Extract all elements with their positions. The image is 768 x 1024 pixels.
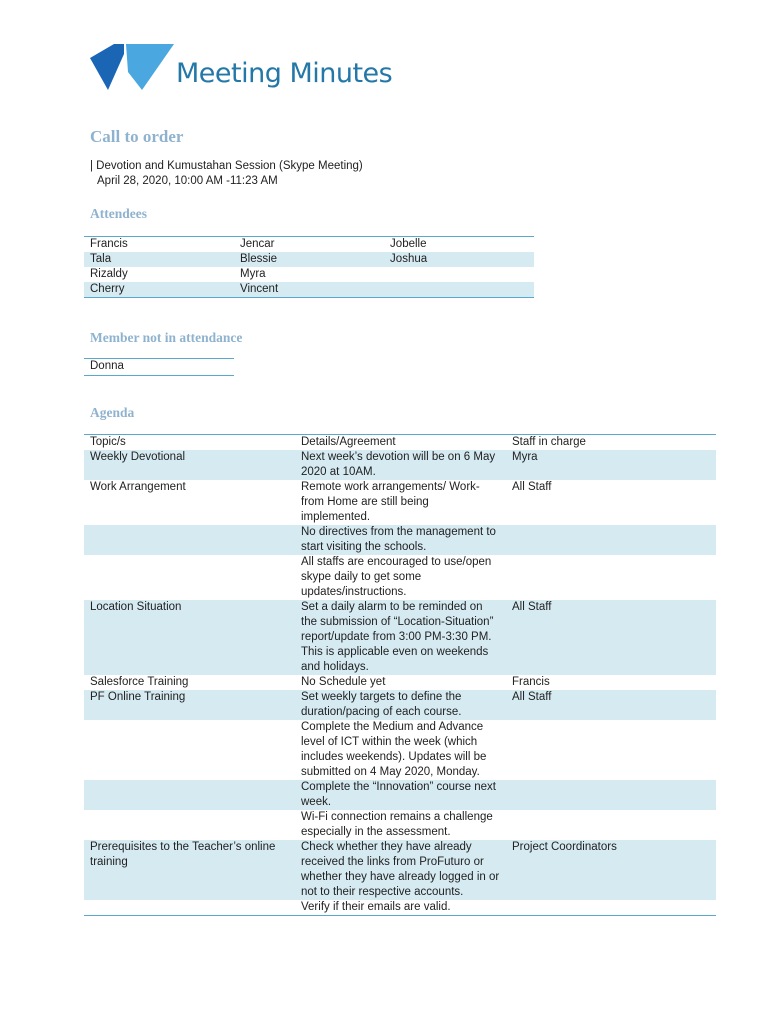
- attendee-row: [84, 282, 534, 298]
- absent-row: [84, 359, 234, 376]
- agenda-details: Set weekly targets to define the duration/pacing of each course.: [301, 691, 462, 718]
- agenda-row: [84, 675, 716, 690]
- agenda-col-topic: Topic/s: [90, 436, 126, 448]
- attendee-name: Francis: [90, 238, 128, 250]
- agenda-topic: [84, 900, 295, 916]
- agenda-topic: [84, 720, 295, 780]
- agenda-staff: All Staff: [512, 481, 552, 493]
- attendee-name: Cherry: [90, 283, 125, 295]
- attendees-heading: Attendees: [90, 206, 147, 221]
- agenda-topic: [84, 525, 295, 555]
- agenda-staff: Myra: [512, 451, 538, 463]
- agenda-topic: PF Online Training: [90, 691, 186, 703]
- attendee-name: Myra: [240, 268, 266, 280]
- agenda-topic: Salesforce Training: [90, 676, 189, 688]
- agenda-topic: Location Situation: [90, 601, 182, 613]
- agenda-row: [84, 600, 716, 675]
- agenda-details: Remote work arrangements/ Work-from Home are still being implemented.: [301, 481, 480, 523]
- attendee-name: Jobelle: [390, 238, 427, 250]
- agenda-topic: [84, 810, 295, 840]
- agenda-heading: Agenda: [90, 405, 135, 420]
- meeting-title: | Devotion and Kumustahan Session (Skype Meeting): [90, 160, 363, 172]
- agenda-topic: Prerequisites to the Teacher’s online training: [90, 841, 276, 868]
- agenda-details: Next week’s devotion will be on 6 May 2020 at 10AM.: [301, 451, 496, 478]
- page-title: Meeting Minutes: [176, 58, 393, 89]
- attendee-row: [84, 237, 534, 253]
- agenda-details: Wi-Fi connection remains a challenge especially in the assessment.: [301, 811, 493, 838]
- agenda-row: [84, 480, 716, 525]
- agenda-row: [84, 720, 716, 780]
- agenda-topic: Weekly Devotional: [90, 451, 186, 463]
- agenda-details: Complete the “Innovation” course next week.: [301, 781, 496, 808]
- attendee-name: Jencar: [240, 238, 275, 250]
- agenda-row: [84, 555, 716, 600]
- attendee-name: [384, 267, 534, 282]
- agenda-col-details: Details/Agreement: [301, 436, 396, 448]
- agenda-details: Verify if their emails are valid.: [301, 901, 451, 913]
- agenda-row: [84, 450, 716, 480]
- agenda-details: Set a daily alarm to be reminded on the submission of “Location-Situation” report/update from 3:00 PM-3:30 PM. This is applicable even on weekends and holidays.: [301, 601, 494, 673]
- agenda-details: Complete the Medium and Advance level of ICT within the week (which includes weekends). Updates will be submitted on 4 May 2020, Monday.: [301, 721, 487, 778]
- agenda-row: [84, 900, 716, 916]
- agenda-staff: All Staff: [512, 691, 552, 703]
- agenda-staff: [506, 720, 716, 780]
- agenda-details: No Schedule yet: [301, 676, 386, 688]
- attendee-name: Vincent: [240, 283, 279, 295]
- agenda-topic: Work Arrangement: [90, 481, 186, 493]
- agenda-row: [84, 780, 716, 810]
- agenda-row: [84, 840, 716, 900]
- agenda-staff: [506, 810, 716, 840]
- agenda-row: [84, 810, 716, 840]
- agenda-staff: All Staff: [512, 601, 552, 613]
- agenda-header-row: [84, 435, 716, 451]
- agenda-details: All staffs are encouraged to use/open skype daily to get some updates/instructions.: [301, 556, 492, 598]
- agenda-row: [84, 690, 716, 720]
- agenda-staff: Francis: [512, 676, 550, 688]
- agenda-row: [84, 525, 716, 555]
- absent-table: [84, 358, 234, 376]
- agenda-details: No directives from the management to start visiting the schools.: [301, 526, 496, 553]
- agenda-staff: [506, 525, 716, 555]
- attendee-row: [84, 252, 534, 267]
- attendee-row: [84, 267, 534, 282]
- agenda-staff: [506, 555, 716, 600]
- agenda-staff: Project Coordinators: [512, 841, 617, 853]
- agenda-table: [84, 434, 716, 916]
- attendee-name: [384, 282, 534, 298]
- attendee-name: Rizaldy: [90, 268, 128, 280]
- logo-icon: [90, 44, 174, 90]
- agenda-details: Check whether they have already received the links from ProFuturo or whether they have already logged in or not to their respective accounts.: [301, 841, 500, 898]
- agenda-topic: [84, 780, 295, 810]
- absent-name: Donna: [90, 360, 124, 372]
- agenda-staff: [506, 780, 716, 810]
- agenda-topic: [84, 555, 295, 600]
- meeting-datetime: April 28, 2020, 10:00 AM -11:23 AM: [97, 175, 278, 187]
- attendee-name: Blessie: [240, 253, 278, 265]
- attendee-name: Tala: [90, 253, 112, 265]
- attendee-name: Joshua: [390, 253, 428, 265]
- call-to-order-heading: Call to order: [90, 127, 184, 146]
- attendees-table: [84, 236, 534, 298]
- absent-heading: Member not in attendance: [90, 330, 243, 345]
- agenda-col-staff: Staff in charge: [512, 436, 586, 448]
- agenda-staff: [506, 900, 716, 916]
